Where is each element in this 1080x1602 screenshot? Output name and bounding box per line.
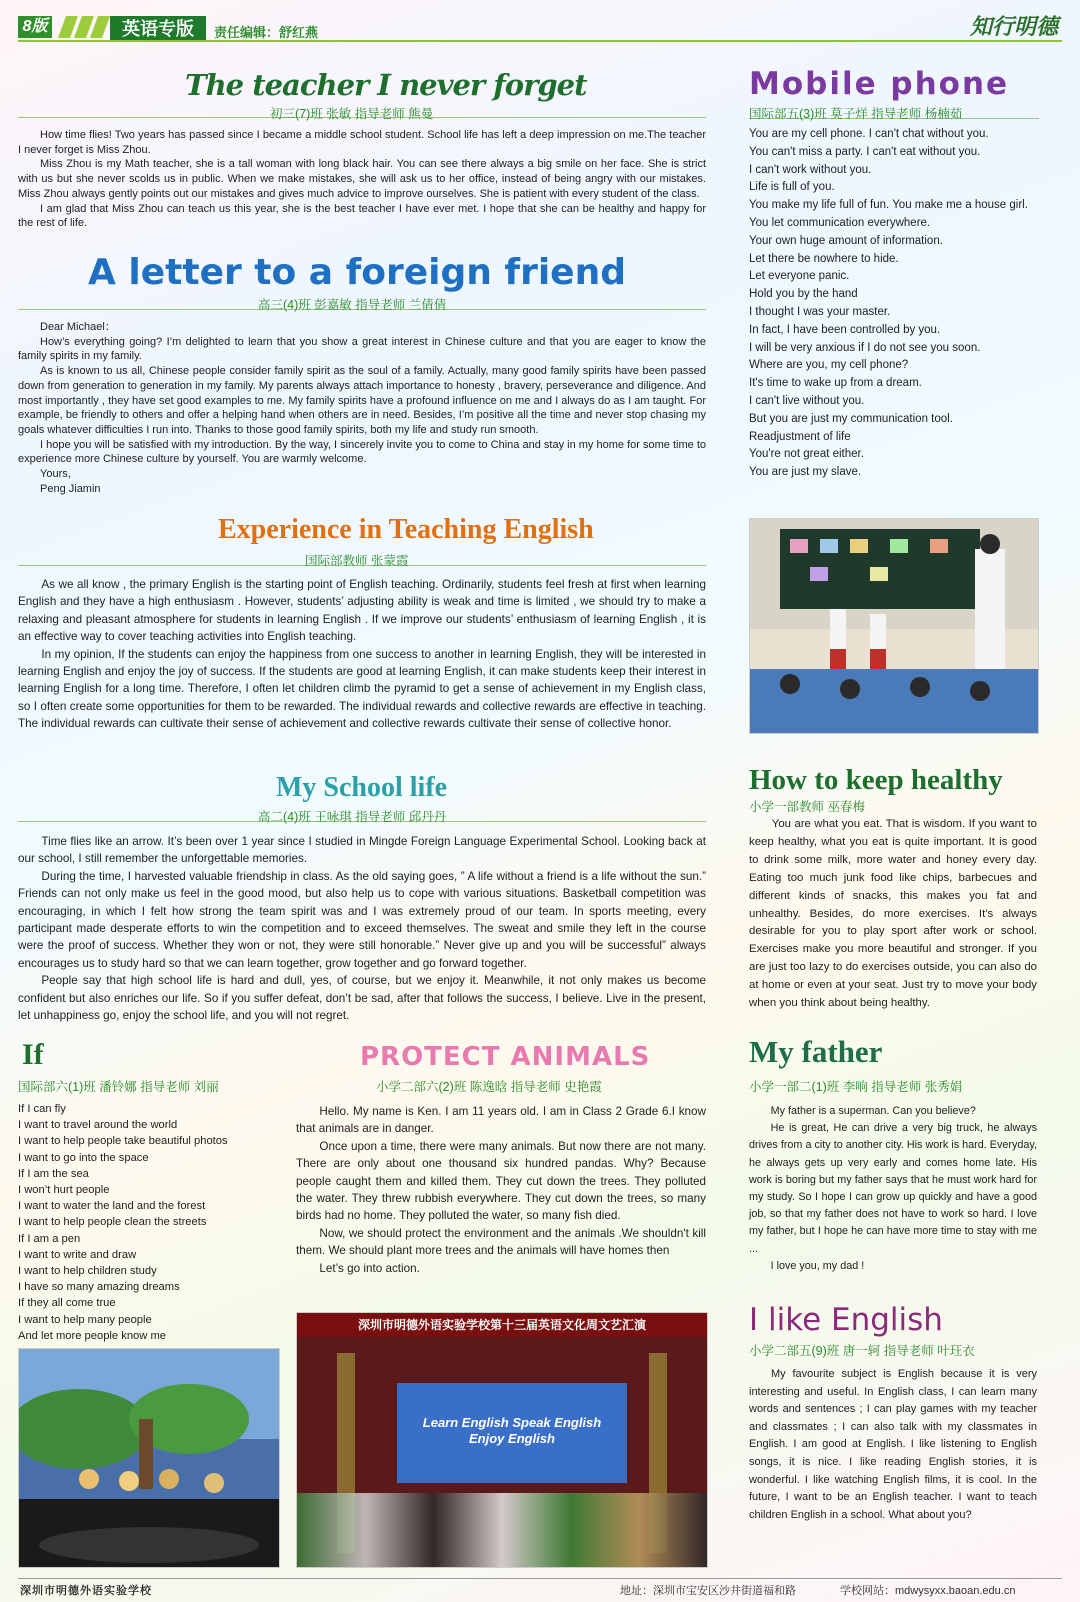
byline-letter: 高三(4)班 彭嘉敏 指导老师 兰倩倩: [258, 298, 447, 312]
article-title-experience: Experience in Teaching English: [218, 514, 594, 545]
footer-rule: [18, 1578, 1062, 1579]
poem-line: Let everyone panic.: [749, 270, 850, 283]
section-title: 英语专版: [110, 16, 206, 42]
poem-line: I want to help people clean the streets: [18, 1216, 207, 1229]
poem-line: You let communication everywhere.: [749, 216, 931, 229]
article-title-healthy: How to keep healthy: [749, 764, 1003, 796]
article-title-letter: A letter to a foreign friend: [88, 252, 626, 293]
article-body-healthy: [749, 816, 1037, 1013]
article-body-school-life: [18, 833, 706, 1024]
article-body-father: [749, 1103, 1037, 1275]
poem-line: You make my life full of fun. You make me a house girl.: [749, 199, 1028, 212]
paragraph: Hello. My name is Ken. I am 11 years old. I am in Class 2 Grade 6.I know that animals are in danger.: [296, 1105, 706, 1136]
paragraph: In my opinion, If the students can enjoy the happiness from one success to another in learning English, they will be interested in learning English and enjoy the joy of success. If the students are good at learning English, it can make students keep their interest in learning English for a long time. Therefore, I often let children climb the pyramid to get a sense of achievement in my English class, so I often create some opportunities for them to be rewarded. The individual rewards and collective rewards are effective in teaching. The individual rewards can cultivate their sense of achievement and collective rewards cultivate their sense of collective honor.: [18, 647, 706, 731]
article-body-protect: [296, 1103, 706, 1277]
poem-line: And let more people know me: [18, 1329, 167, 1342]
poem-line: I want to help people take beautiful photos: [18, 1135, 228, 1148]
signature: Peng Jiamin: [40, 482, 101, 495]
closing: Yours,: [40, 468, 71, 481]
paragraph: As is known to us all, Chinese people consider family spirit as the soul of a family. Actually, many good family spirits have been passed down from generation to generation in my family. My parents always attach importance to honesty , bravery, perseverance and diligence. And most importantly , they have set good examples to me. My family spirits have a profound influence on me and I always do as I am taught. For example, be friendly to others and offer a helping hand when others are in need. Besides, I’m positive all the time and never stop chasing my goals whatever difficulties I run into. Thanks to those good family spirits, both my life and study run smooth.: [18, 365, 706, 436]
article-title-if: If: [22, 1038, 44, 1071]
byline-father: 小学一部二(1)班 李响 指导老师 张秀娟: [749, 1080, 963, 1094]
paragraph: I am glad that Miss Zhou can teach us this year, she is the best teacher I have ever met. I hope that she can be healthy and happy for the rest of life.: [18, 202, 706, 230]
brand-logo: 知行明德: [969, 14, 1058, 40]
paragraph: How’s everything going? I’m delighted to learn that you show a great interest in Chinese culture and that you are eager to know the family spirits in my family.: [18, 335, 706, 363]
paragraph: As we all know , the primary English is the starting point of English teaching. Ordinarily, students feel fresh at first when learning English and they have a high enthusiasm . However, students’ adjusting ability is weak and time is limited , we should try to make a relaxing and pleasant atmosphere for students in learning English . If we improve our students’ enthusiasm of learning English , it is an effective way to cover teaching activities into English teaching.: [18, 578, 706, 644]
screen-text: Enjoy English: [469, 1431, 555, 1446]
paragraph: My father is a superman. Can you believe?: [770, 1105, 976, 1117]
byline-mobile: 国际部五(3)班 莫子烊 指导老师 杨楠茹: [749, 107, 963, 121]
poem-if: [18, 1101, 278, 1344]
poem-line: Let there be nowhere to hide.: [749, 252, 899, 265]
poem-line: I want to water the land and the forest: [18, 1200, 206, 1213]
article-title-mobile: Mobile phone: [749, 66, 1010, 102]
byline-like-english: 小学二部五(9)班 唐一轲 指导老师 叶玨衣: [749, 1344, 975, 1358]
stage-play-photo: [18, 1348, 280, 1568]
paragraph: He is great, He can drive a very big truck, he always drives from a city to another city. His work is hard. Everyday, he always gets up very early and comes home late. His work is boring but my father says that he must work hard for my study. So I hope I can grow up quickly and have a good job, so that my father does not have to work so hard. I love my father, but I hope he can have more time to stay with me ...: [749, 1122, 1037, 1255]
paragraph: You are what you eat. That is wisdom. If you want to keep healthy, what you eat is quite important. It is good to drink some milk, more water and honey every day. Eating too much junk food like chips, barbecues and different kinds of snacks, this makes you fat and unhealthy. Besides, do more exercises. It’s always desirable for you to play sport after work or school. Exercises make you more beautiful and stronger. If you are just too lazy to do exercises outside, you can also do at home or even at your seat. Just try to move your body when you think about being healthy.: [749, 818, 1037, 1010]
article-body-teacher: [18, 128, 706, 231]
poem-line: I can't live without you.: [749, 394, 865, 407]
poem-line: If I am the sea: [18, 1167, 89, 1180]
poem-line: If they all come true: [18, 1297, 116, 1310]
paragraph: Miss Zhou is my Math teacher, she is a tall woman with long black hair. You can see there always a big smile on her face. She is strict with us but she never scolds us in public. When we make mistakes, she will ask us to her office, instead of being angry with our mistakes. Miss Zhou always gently points out our mistakes and gives much advice to improve ourselves. She is patient with every student of the class.: [18, 158, 706, 200]
poem-line: I want to help many people: [18, 1313, 152, 1326]
editor-credit: 责任编辑：舒红燕: [214, 25, 319, 40]
greeting: Dear Michael：: [40, 321, 116, 333]
paragraph: Once upon a time, there were many animals. But now there are not many. There are only about one thousand six hundred pandas. Why? Because people caught them and killed them. They cut down the trees. They polluted the water. They threw rubbish everywhere. They cut down the trees, so many birds had no home. They polluted the water, so many fish died.: [296, 1139, 706, 1223]
article-title-protect: PROTECT ANIMALS: [360, 1042, 651, 1072]
poem-line: I want to travel around the world: [18, 1119, 178, 1132]
paragraph: People say that high school life is hard and dull, yes, of course, but we enjoy it. Meanwhile, it not only makes us become confident but also enriches our life. So if you suffer defeat, don’t be sad, after that follows the success, I believe. Live in the present, let unhappiness go, enjoy the school life, and you will not regret.: [18, 974, 706, 1023]
article-body-letter: [18, 320, 706, 496]
header-rule: [18, 40, 1062, 42]
poem-line: Where are you, my cell phone?: [749, 359, 909, 372]
header-stripe: [90, 16, 110, 38]
paragraph: I hope you will be satisfied with my introduction. By the way, I sincerely invite you to come to China and stay in my home for some time to experience more Chinese culture by yourself. You are warmly welcome.: [18, 438, 706, 466]
poem-mobile: [749, 126, 1041, 482]
byline-teacher: 初三(7)班 张敏 指导老师 熊曼: [270, 107, 434, 121]
poem-line: I want to write and draw: [18, 1248, 137, 1261]
article-title-teacher: The teacher I never forget: [185, 68, 587, 102]
article-body-like-english: [749, 1366, 1037, 1524]
paragraph: Let’s go into action.: [319, 1261, 420, 1275]
paragraph: Time flies like an arrow. It’s been over 1 year since I studied in Mingde Foreign Language Experimental School. Looking back at our school, I still remember the unforgettable memories.: [18, 835, 706, 866]
article-title-father: My father: [749, 1034, 883, 1069]
poem-line: Your own huge amount of information.: [749, 234, 943, 247]
paragraph: During the time, I harvested valuable friendship in class. As the old saying goes, ” A life without a friend is a life without the sun.” Friends can not only make us feel in the good mood, but also help us to cope with various situations. Basketball competition was encouraging, in which I felt how strong the team spirit was and I was extremely proud of our team. In sports meeting, every participant made desperate efforts to win the competition and to exceed themselves. The sweat and smile they left in the course were the proof of success. Whether they won or not, they were still honorable.” Never give up and you will be successful” always encourages us to study hard so that we can learn together, grow together and go forward together.: [18, 869, 706, 970]
poem-line: You are my cell phone. I can't chat without you.: [749, 128, 989, 140]
poem-line: I want to go into the space: [18, 1151, 149, 1164]
page-number: 8版: [18, 16, 52, 38]
paragraph: Now, we should protect the environment and the animals .We shouldn't kill them. We should plant more trees and the animals will have homes then: [296, 1226, 706, 1258]
byline-if: 国际部六(1)班 潘铃娜 指导老师 刘丽: [18, 1080, 219, 1094]
classroom-photo: [749, 518, 1039, 734]
footer-address: 地址：深圳市宝安区沙井街道福和路: [620, 1585, 796, 1597]
poem-line: You are just my slave.: [749, 466, 862, 479]
performance-photo: [296, 1312, 708, 1568]
poem-line: You're not great either.: [749, 448, 864, 461]
screen-text: Learn English Speak English: [422, 1415, 602, 1430]
poem-line: Life is full of you.: [749, 181, 835, 194]
poem-line: You can't miss a party. I can't eat without you.: [749, 145, 981, 158]
poem-line: It's time to wake up from a dream.: [749, 377, 922, 390]
byline-protect: 小学二部六(2)班 陈逸晗 指导老师 史艳霞: [376, 1080, 602, 1094]
footer-school: 深圳市明德外语实验学校: [20, 1584, 152, 1597]
poem-line: I can't work without you.: [749, 163, 872, 176]
poem-line: In fact, I have been controlled by you.: [749, 323, 941, 336]
paragraph: How time flies! Two years has passed since I became a middle school student. School life has left a deep impression on me.The teacher I never forget is Miss Zhou.: [18, 129, 706, 156]
poem-line: I thought I was your master.: [749, 305, 891, 318]
banner-text: 深圳市明德外语实验学校第十三届英语文化周文艺汇演: [297, 1313, 707, 1337]
poem-line: I will be very anxious if I do not see you soon.: [749, 341, 981, 354]
article-title-school-life: My School life: [276, 772, 448, 803]
poem-line: If I am a pen: [18, 1232, 81, 1245]
byline-healthy: 小学一部教师 巫春梅: [749, 800, 865, 814]
poem-line: I have so many amazing dreams: [18, 1281, 180, 1294]
poem-line: I want to help children study: [18, 1265, 157, 1278]
paragraph: My favourite subject is English because it is very interesting and useful. In English class, I can learn many words and sentences ; I can play games with my teacher and classmates ; I can also talk with my classmates in English. I am good at English. I like listening to English songs, it is nice. I like reading English stories, it is wonderful. I like watching English films, it is cool. In the future, I want to be an English teacher. I want to teach children English in a school. What about you?: [749, 1368, 1037, 1521]
article-body-experience: [18, 576, 706, 733]
poem-line: Hold you by the hand: [749, 288, 858, 301]
poem-line: Readjustment of life: [749, 430, 851, 443]
footer-website: 学校网站：mdwysyxx.baoan.edu.cn: [840, 1585, 1016, 1597]
byline-experience: 国际部教师 张蒙霞: [305, 554, 409, 568]
byline-school-life: 高二(4)班 王咏琪 指导老师 邱丹丹: [258, 810, 447, 824]
article-title-like-english: I like English: [749, 1302, 943, 1338]
poem-line: I won’t hurt people: [18, 1184, 110, 1197]
poem-line: But you are just my communication tool.: [749, 412, 953, 425]
poem-line: If I can fly: [18, 1103, 66, 1115]
paragraph: I love you, my dad !: [770, 1259, 865, 1272]
